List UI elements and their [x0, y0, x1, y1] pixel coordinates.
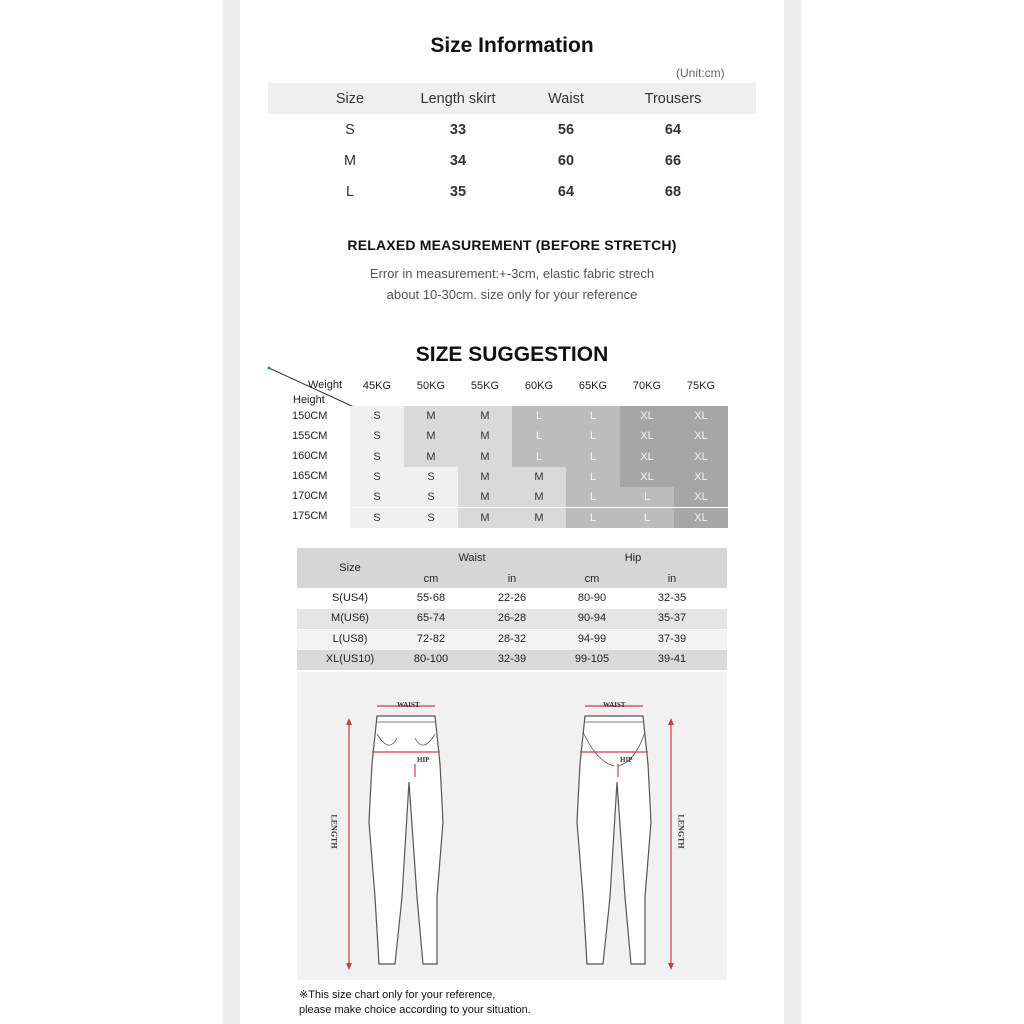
us-size-label: S(US4) — [331, 592, 369, 604]
size-suggestion-cell: L — [566, 487, 620, 507]
measurement-cell: 22-26 — [497, 592, 527, 604]
size-suggestion-title: SIZE SUGGESTION — [415, 343, 609, 366]
size-info-header: Length skirt — [420, 91, 496, 107]
weight-column-header: 45KG — [362, 380, 392, 392]
front-waist-label: WAIST — [397, 701, 420, 709]
size-suggestion-cell: L — [566, 426, 620, 446]
measurement-cell: 72-82 — [416, 632, 446, 645]
size-suggestion-cell: M — [458, 447, 512, 467]
height-row-header: 150CM — [292, 410, 328, 422]
measurement-cell: 32-39 — [497, 652, 527, 665]
back-length-label: LENGTH — [676, 814, 686, 849]
size-suggestion-cell: S — [350, 487, 404, 507]
size-info-cell: 64 — [664, 122, 682, 138]
size-suggestion-cell: S — [350, 406, 404, 426]
height-row-header: 170CM — [292, 490, 328, 502]
measurement-cell: 94-99 — [577, 632, 607, 645]
waist-header: Waist — [458, 552, 486, 564]
front-pants-drawing — [346, 706, 443, 970]
height-axis-label: Height — [293, 394, 325, 406]
size-suggestion-cell: L — [512, 406, 566, 426]
size-info-cell: 35 — [449, 184, 467, 200]
size-suggestion-cell: S — [404, 508, 458, 528]
size-info-header: Trousers — [644, 91, 702, 107]
size-suggestion-cell: S — [404, 467, 458, 487]
measurement-cell: 37-39 — [657, 632, 687, 645]
size-suggestion-cell: XL — [674, 447, 728, 467]
size-suggestion-cell: XL — [620, 426, 674, 446]
size-suggestion-cell: M — [512, 487, 566, 507]
height-row-header: 165CM — [292, 470, 328, 482]
size-suggestion-cell: S — [404, 487, 458, 507]
size-suggestion-cell: M — [458, 508, 512, 528]
measurement-cell: 99-105 — [574, 652, 610, 665]
hip-header: Hip — [624, 552, 642, 564]
size-info-cell: 34 — [449, 153, 467, 169]
size-suggestion-cell: XL — [674, 426, 728, 446]
left-border — [223, 0, 240, 1024]
weight-column-header: 60KG — [524, 380, 554, 392]
size-suggestion-cell: XL — [674, 487, 728, 507]
unit-subheader: in — [507, 573, 517, 585]
weight-column-header: 70KG — [632, 380, 662, 392]
height-row-header: 160CM — [292, 450, 328, 462]
pants-diagram-svg — [297, 672, 727, 980]
size-suggestion-cell: M — [512, 508, 566, 528]
size-suggestion-cell: S — [350, 426, 404, 446]
back-hip-label: HIP — [620, 756, 633, 764]
measurement-cell: 65-74 — [416, 612, 446, 625]
relaxed-measurement-heading: RELAXED MEASUREMENT (BEFORE STRETCH) — [347, 237, 677, 253]
size-suggestion-cell: L — [512, 426, 566, 446]
us-size-label: M(US6) — [331, 612, 369, 625]
size-suggestion-cell: L — [566, 406, 620, 426]
weight-column-header: 75KG — [686, 380, 716, 392]
size-info-cell: 66 — [664, 153, 682, 169]
size-info-title: Size Information — [430, 34, 594, 57]
size-suggestion-cell: XL — [674, 467, 728, 487]
measurement-cell: 80-90 — [577, 592, 607, 604]
height-row-header: 155CM — [292, 430, 328, 442]
size-suggestion-cell: M — [458, 467, 512, 487]
size-info-header: Size — [335, 91, 365, 107]
weight-axis-label: Weight — [308, 379, 343, 391]
size-suggestion-cell: M — [458, 426, 512, 446]
measurement-note-line2: about 10-30cm. size only for your reference — [386, 287, 638, 302]
size-suggestion-cell: L — [620, 508, 674, 528]
measurement-cell: 26-28 — [497, 612, 527, 625]
weight-column-header: 65KG — [578, 380, 608, 392]
weight-column-header: 50KG — [416, 380, 446, 392]
size-info-cell: M — [343, 153, 357, 169]
size-info-cell: 56 — [557, 122, 575, 138]
size-suggestion-cell: M — [404, 406, 458, 426]
measurement-cell: 55-68 — [416, 592, 446, 604]
unit-label: (Unit:cm) — [676, 66, 725, 80]
size-suggestion-cell: L — [566, 447, 620, 467]
size-suggestion-cell: M — [404, 426, 458, 446]
back-waist-label: WAIST — [603, 701, 626, 709]
size-suggestion-cell: XL — [620, 406, 674, 426]
front-hip-label: HIP — [417, 756, 430, 764]
unit-subheader: cm — [584, 573, 600, 585]
measurement-cell: 39-41 — [657, 652, 687, 665]
size-suggestion-cell: M — [512, 467, 566, 487]
size-info-cell: 64 — [557, 184, 575, 200]
size-suggestion-cell: L — [566, 508, 620, 528]
size-suggestion-cell: L — [620, 487, 674, 507]
back-pants-drawing — [577, 706, 674, 970]
size-info-cell: L — [345, 184, 355, 200]
us-size-label: L(US8) — [332, 632, 368, 645]
size-suggestion-cell: S — [350, 467, 404, 487]
measurement-note-line1: Error in measurement:+-3cm, elastic fabric strech — [369, 266, 655, 281]
measurement-cell: 80-100 — [413, 652, 449, 665]
weight-column-header: 55KG — [470, 380, 500, 392]
unit-subheader: in — [667, 573, 677, 585]
size-suggestion-cell: XL — [674, 508, 728, 528]
pants-measurement-diagram — [297, 672, 727, 980]
size-suggestion-cell: S — [350, 447, 404, 467]
size-suggestion-cell: L — [566, 467, 620, 487]
us-size-label: XL(US10) — [325, 652, 375, 665]
measurement-cell: 35-37 — [657, 612, 687, 625]
size-info-cell: 33 — [449, 122, 467, 138]
size-info-cell: 60 — [557, 153, 575, 169]
note-line2: please make choice according to your situation. — [299, 1004, 531, 1016]
size-info-cell: S — [345, 122, 355, 138]
size-suggestion-cell: XL — [674, 406, 728, 426]
note-line1: ※This size chart only for your reference, — [299, 989, 496, 1001]
height-row-header: 175CM — [292, 510, 328, 522]
size-info-cell: 68 — [664, 184, 682, 200]
front-length-label: LENGTH — [329, 814, 339, 849]
size-suggestion-cell: XL — [620, 467, 674, 487]
us-size-header: Size — [339, 562, 361, 574]
size-suggestion-cell: L — [512, 447, 566, 467]
right-border — [784, 0, 801, 1024]
unit-subheader: cm — [423, 573, 439, 585]
size-suggestion-cell: M — [458, 406, 512, 426]
size-suggestion-cell: M — [458, 487, 512, 507]
measurement-cell: 90-94 — [577, 612, 607, 625]
measurement-cell: 28-32 — [497, 632, 527, 645]
size-suggestion-cell: S — [350, 508, 404, 528]
size-suggestion-cell: M — [404, 447, 458, 467]
measurement-cell: 32-35 — [657, 592, 687, 604]
size-suggestion-cell: XL — [620, 447, 674, 467]
size-info-header: Waist — [548, 91, 584, 107]
